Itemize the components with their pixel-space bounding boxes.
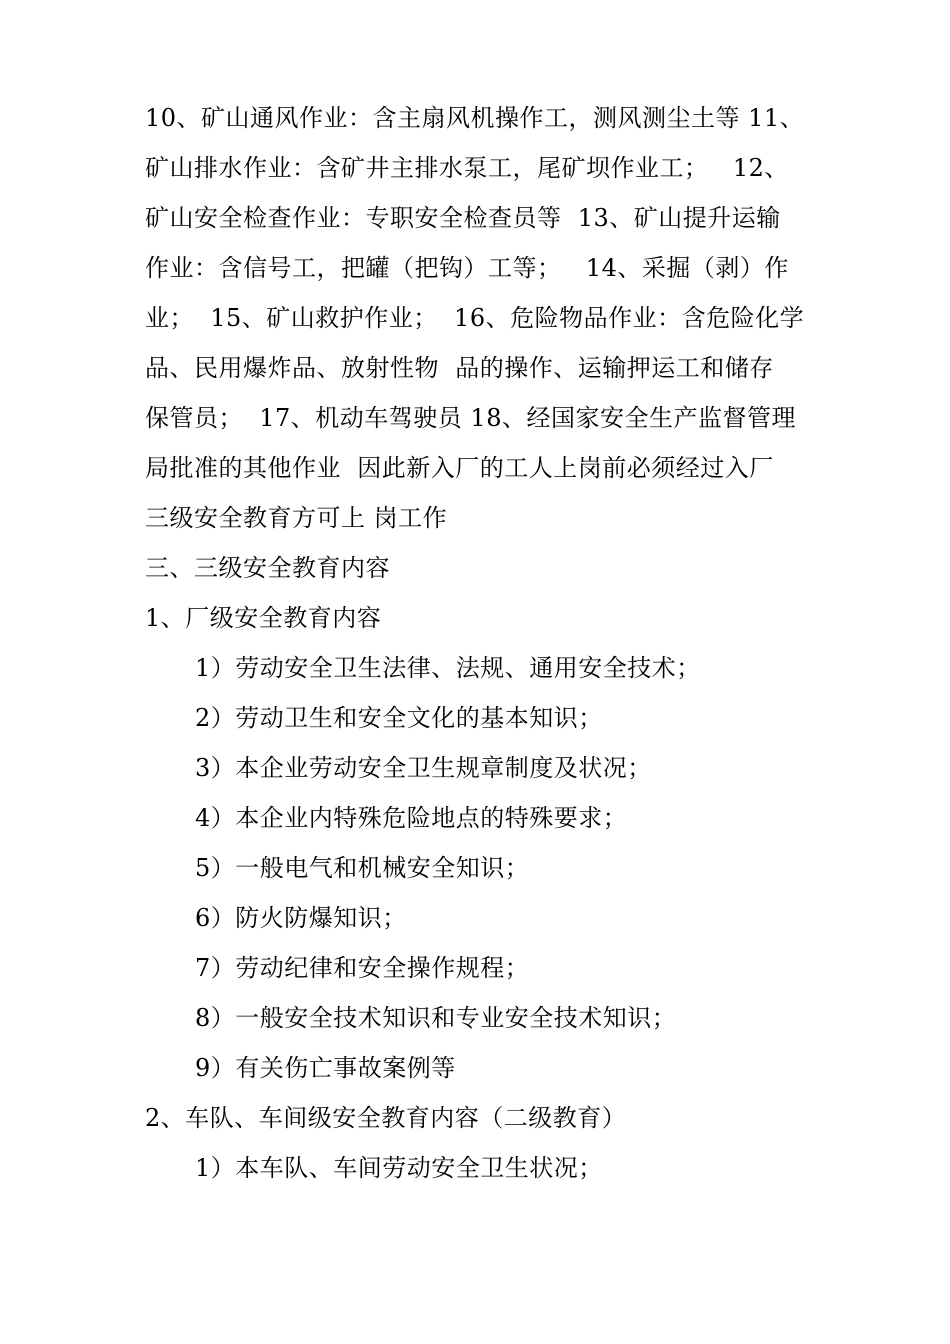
list-item: 8）一般安全技术知识和专业安全技术知识； — [195, 1004, 677, 1032]
paragraph-line: 保管员； 17、机动车驾驶员 18、经国家安全生产监督管理 — [145, 404, 796, 432]
list-item: 1）劳动安全卫生法律、法规、通用安全技术； — [195, 654, 701, 682]
list-item: 6）防火防爆知识； — [195, 904, 407, 932]
subsection-heading: 2、车队、车间级安全教育内容（二级教育） — [145, 1104, 627, 1132]
paragraph-line: 品、民用爆炸品、放射性物 品的操作、运输押运工和储存 — [145, 354, 774, 382]
paragraph-line: 矿山安全检查作业：专职安全检查员等 13、矿山提升运输 — [145, 204, 781, 232]
paragraph-line: 10、矿山通风作业：含主扇风机操作工，测风测尘土等 11、 — [145, 104, 805, 132]
section-heading: 三、三级安全教育内容 — [145, 554, 390, 582]
paragraph-line: 三级安全教育方可上 岗工作 — [145, 504, 448, 532]
list-item: 7）劳动纪律和安全操作规程； — [195, 954, 530, 982]
paragraph-line: 业； 15、矿山救护作业； 16、危险物品作业：含危险化学 — [145, 304, 805, 332]
list-item: 1）本车队、车间劳动安全卫生状况； — [195, 1154, 603, 1182]
list-item: 9）有关伤亡事故案例等 — [195, 1054, 456, 1082]
list-item: 5）一般电气和机械安全知识； — [195, 854, 530, 882]
list-item: 2）劳动卫生和安全文化的基本知识； — [195, 704, 603, 732]
paragraph-line: 作业：含信号工，把罐（把钩）工等； 14、采掘（剥）作 — [145, 254, 789, 282]
subsection-heading: 1、厂级安全教育内容 — [145, 604, 382, 632]
paragraph-line: 矿山排水作业：含矿井主排水泵工，尾矿坝作业工； 12、 — [145, 154, 789, 182]
paragraph-line: 局批准的其他作业 因此新入厂的工人上岗前必须经过入厂 — [145, 454, 774, 482]
list-item: 3）本企业劳动安全卫生规章制度及状况； — [195, 754, 652, 782]
list-item: 4）本企业内特殊危险地点的特殊要求； — [195, 804, 628, 832]
